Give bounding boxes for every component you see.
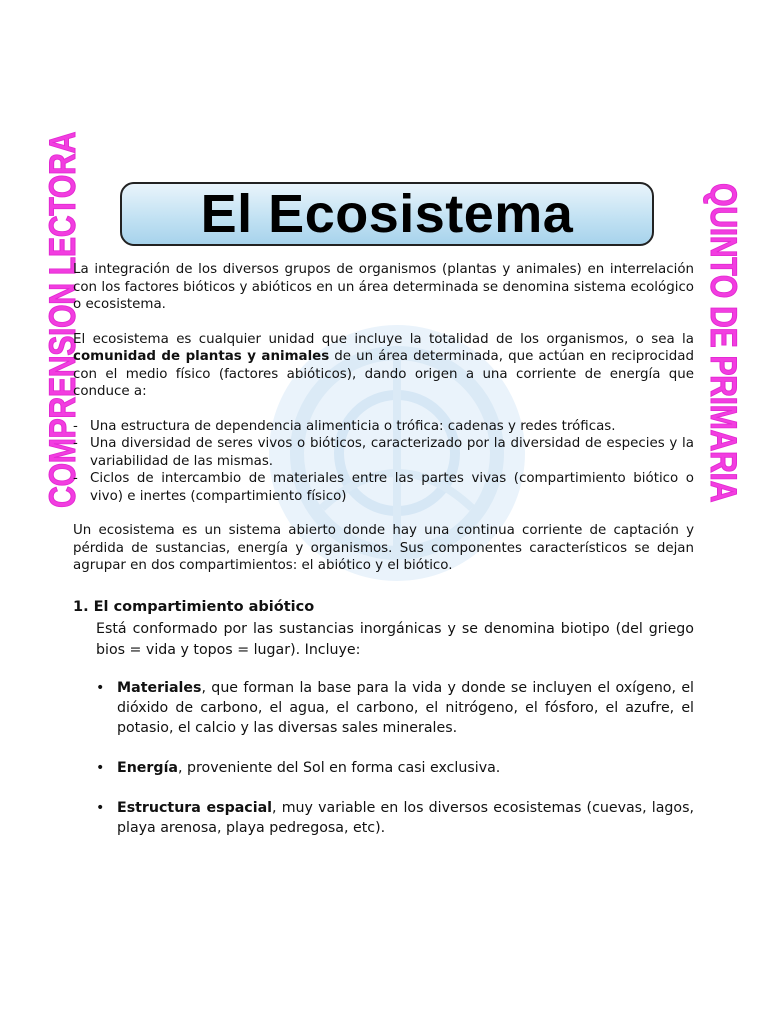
list-item: - Una diversidad de seres vivos o bióticos, caracterizado por la diversidad de especies y la variabilidad de las mismas. [73, 435, 694, 470]
side-label-quinto-de-primaria: QUINTO DE PRIMARIA [703, 183, 744, 503]
paragraph-definition: El ecosistema es cualquier unidad que incluye la totalidad de los organismos, o sea la comunidad de plantas y animales de un área determinada, que actúan en reciprocidad con el medio físico (factores abióticos), dando origen a una corriente de energía que conduce a: [73, 331, 694, 399]
title-banner [120, 182, 654, 246]
document-body [73, 261, 694, 858]
bullet-list [73, 678, 694, 838]
dash-list [73, 418, 694, 506]
paragraph-open-system: Un ecosistema es un sistema abierto donde hay una continua corriente de captación y pérdida de sustancias, energía y organismos. Sus componentes característicos se dejan agrupar en dos compartimientos: el abiótico y el biótico. [73, 523, 694, 573]
bold-phrase: comunidad de plantas y animales [73, 349, 330, 364]
list-item: • Estructura espacial, muy variable en los diversos ecosistemas (cuevas, lagos, playa arenosa, playa pedregosa, etc). [96, 800, 694, 836]
page-title: El Ecosistema [200, 184, 574, 244]
list-item: - Ciclos de intercambio de materiales entre las partes vivas (compartimiento biótico o vivo) e inertes (compartimiento físico) [73, 470, 694, 505]
section-intro: Está conformado por las sustancias inorgánicas y se denomina biotipo (del griego bios = vida y topos = lugar). Incluye: [96, 621, 694, 658]
bullet-icon: • [96, 680, 105, 696]
bullet-icon: • [96, 800, 105, 816]
list-item: • Materiales, que forman la base para la vida y donde se incluyen el oxígeno, el dióxido de carbono, el agua, el carbono, el nitrógeno, el fósforo, el azufre, el potasio, el calcio y las diversas sales minerales. [96, 680, 694, 736]
side-label-comprension-lectora: COMPRENSION LECTORA [42, 132, 83, 508]
list-item: - Una estructura de dependencia alimenticia o trófica: cadenas y redes tróficas. [73, 418, 694, 436]
bullet-icon: • [96, 760, 105, 776]
list-item: • Energía, proveniente del Sol en forma casi exclusiva. [96, 760, 501, 776]
paragraph-intro: La integración de los diversos grupos de organismos (plantas y animales) en interrelación con los factores bióticos y abióticos en un área determinada se denomina sistema ecológico o ecosistema. [73, 262, 694, 312]
section-heading: 1. El compartimiento abiótico [73, 598, 315, 615]
